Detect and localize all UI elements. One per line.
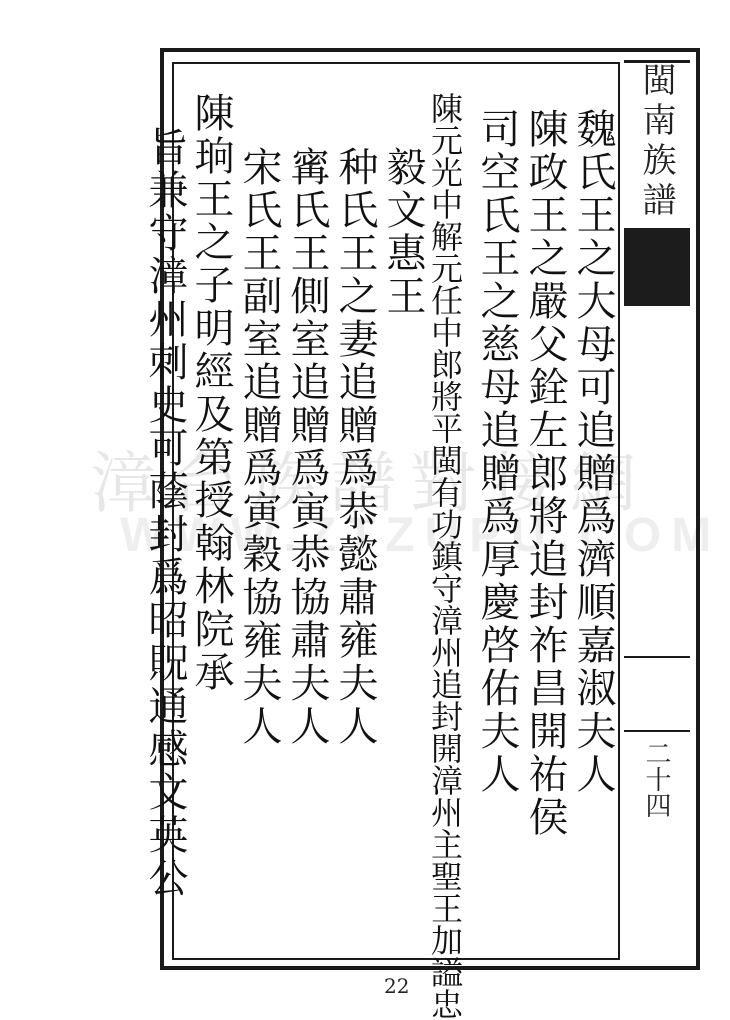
text-column-6: 种氏王之妻追贈爲恭懿肅雍夫人 (332, 146, 378, 748)
text-column-9: 陳珦王之子明經及第授翰林院承 (188, 92, 234, 694)
edge-book-title: 閩南族譜 (636, 62, 676, 222)
watermark-url: WWW.ZTZUPU.COM (120, 509, 722, 562)
edge-fishtail-band (624, 228, 690, 306)
text-column-8: 宋氏王副室追贈爲寅穀協雍夫人 (236, 146, 282, 748)
page-number: 22 (384, 974, 410, 998)
text-column-3: 司空氏王之慈母追贈爲厚慶啓佑夫人 (474, 108, 520, 796)
text-column-4: 陳元光中解元任中郎將平閩有功鎮守漳州追封開漳州主聖王加謚忠 (426, 92, 464, 1020)
text-column-5: 毅文惠王 (380, 146, 426, 318)
text-column-2: 陳政王之嚴父銓左郎將追封祚昌開祐侯 (522, 108, 568, 839)
edge-page-mark: 二十四 (641, 740, 671, 818)
text-column-10: 旨兼守漳州刺史可蔭封爲昭貺通感文英公 (142, 126, 188, 900)
text-column-1: 魏氏王之大母可追贈爲濟順嘉淑夫人 (570, 108, 616, 796)
watermark-text: 漳台族譜對接網 (90, 445, 650, 522)
text-column-7: 寗氏王側室追贈爲寅恭協肅夫人 (284, 146, 330, 748)
edge-divider-lower (624, 730, 690, 732)
edge-divider-mid (624, 656, 690, 658)
